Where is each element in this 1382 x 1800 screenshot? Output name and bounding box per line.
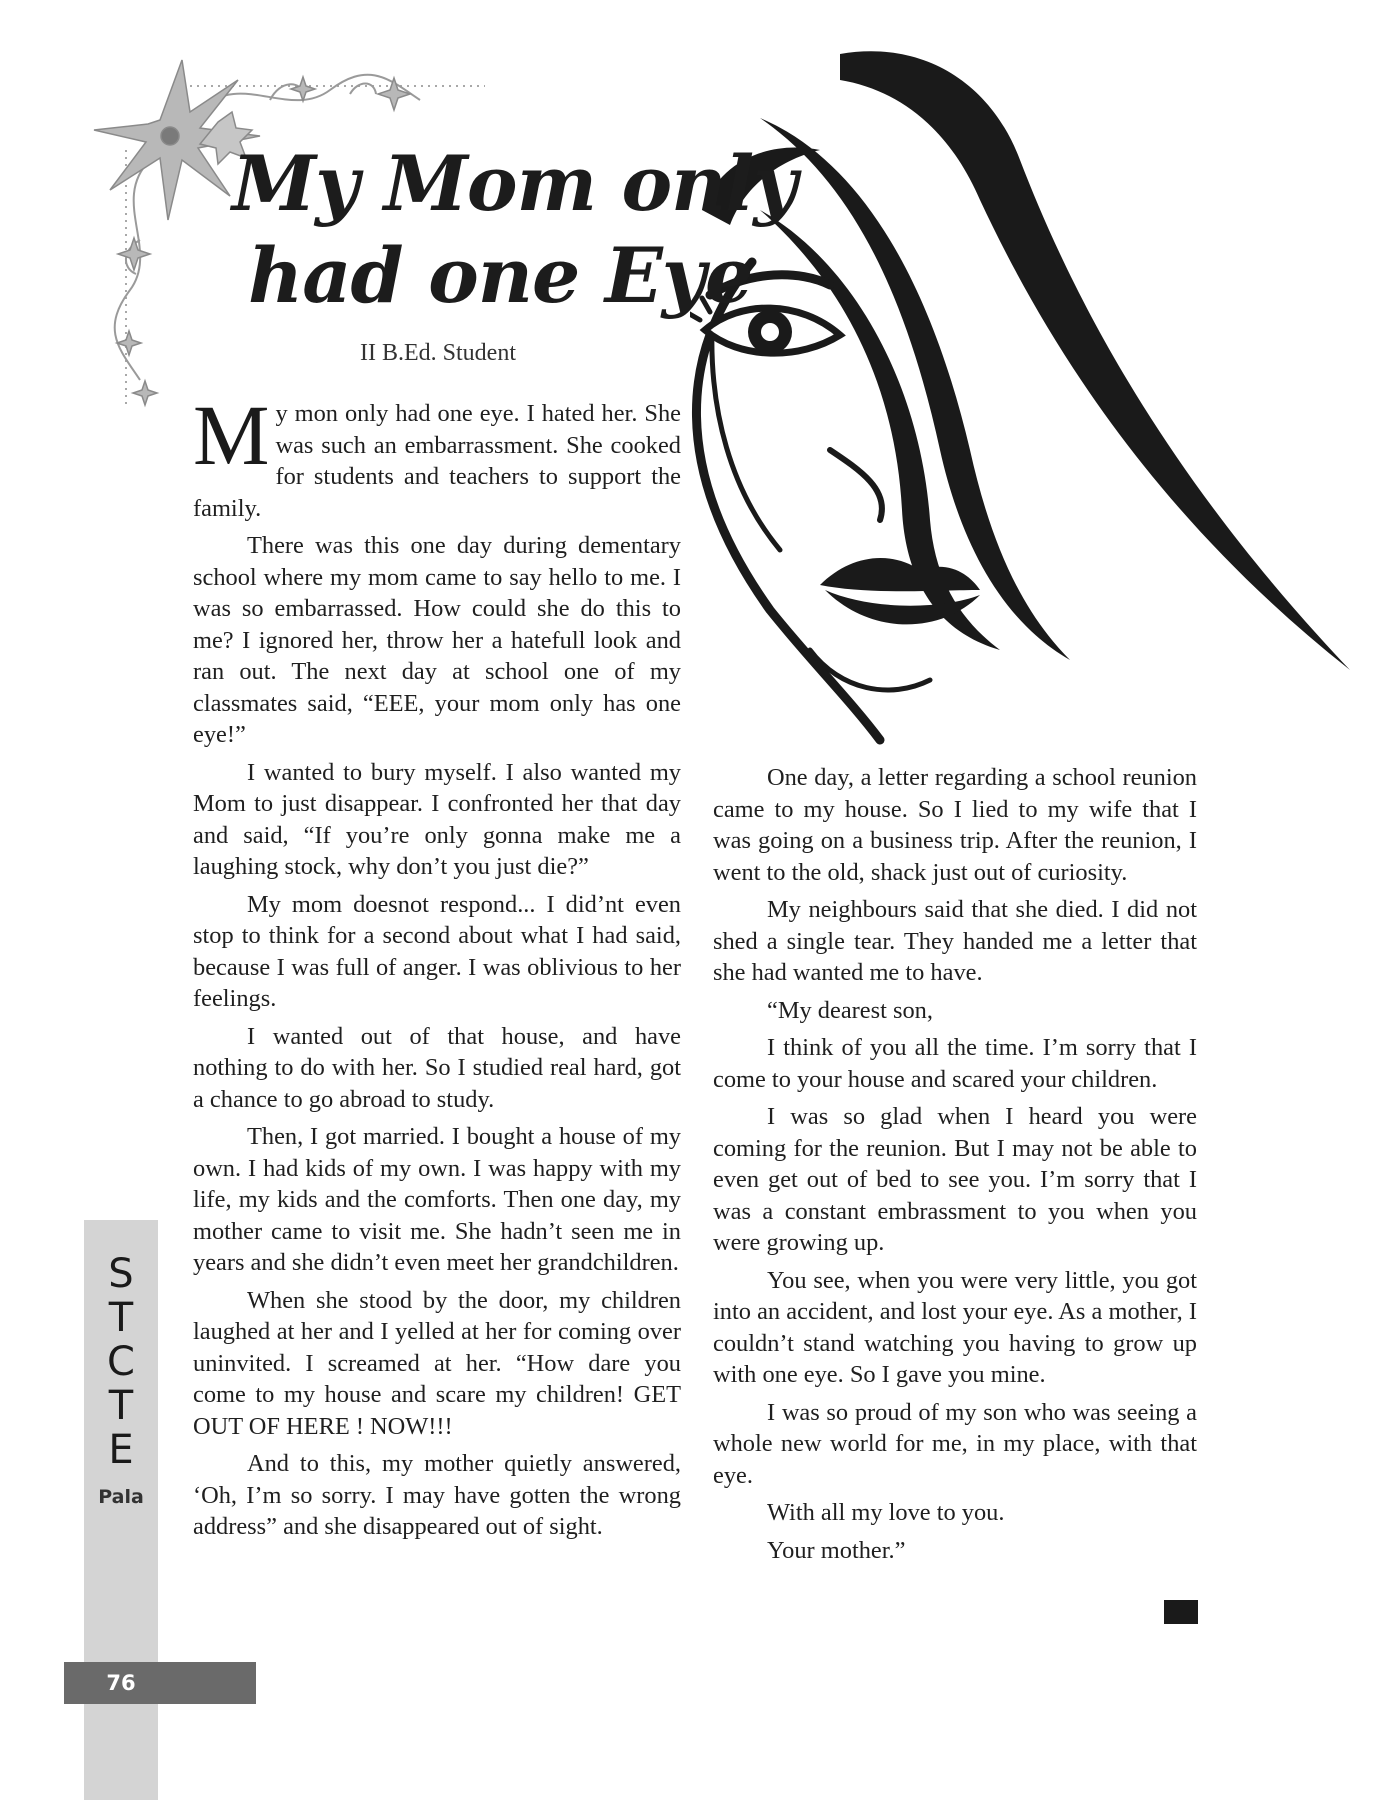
paragraph: I think of you all the time. I’m sorry that I come to your house and scared your children. (713, 1034, 1197, 1093)
paragraph: You see, when you were very little, you got into an accident, and lost your eye. As a mother, I couldn’t stand watching you having to grow up with one eye. So I gave you mine. (713, 1266, 1197, 1388)
paragraph: One day, a letter regarding a school reunion came to my house. So I lied to my wife that I was going on a business trip. After the reunion, I went to the old, shack just out of curiosity. (713, 764, 1197, 886)
sidebar-letter: T (108, 1383, 134, 1429)
page-number: 76 (106, 1671, 136, 1695)
sidebar-letter: E (108, 1427, 134, 1473)
paragraph: When she stood by the door, my children laughed at her and I yelled at her for coming over uninvited. I screamed at her. “How dare you come to my house and scare my children! GET OUT OF HERE ! NOW!!! (193, 1286, 681, 1440)
paragraph: I was so glad when I heard you were coming for the reunion. But I may not be able to even get out of bed to see you. I’m sorry that I was a constant embrassment to you when you were growing up. (713, 1103, 1197, 1256)
title-line-1: My Mom only (232, 139, 797, 228)
paragraph: Then, I got married. I bought a house of my own. I had kids of my own. I was happy with my life, my kids and the comforts. Then one day, my mother came to visit me. She hadn’t seen me in years and she didn’t even meet her grandchildren. (193, 1123, 681, 1276)
paragraph: I wanted to bury myself. I also wanted my Mom to just disappear. I confronted her that day and said, “If you’re only gonna make me a laughing stock, why don’t you just die?” (193, 758, 681, 880)
article-title (232, 138, 796, 322)
end-of-article-mark (1164, 1600, 1198, 1624)
paragraph: I was so proud of my son who was seeing a whole new world for me, in my place, with that eye. (713, 1398, 1197, 1489)
paragraph: My neighbours said that she died. I did not shed a single tear. They handed me a letter that she had wanted me to have. (713, 896, 1197, 986)
sidebar-letter: C (107, 1339, 135, 1385)
sidebar-subtitle: Pala (98, 1486, 144, 1508)
sidebar-letter: T (108, 1295, 134, 1341)
right-column (713, 762, 1197, 1572)
paragraph: My mom doesnot respond... I did’nt even stop to think for a second about what I had said, because I was full of anger. I was oblivious to her feelings. (193, 890, 681, 1012)
paragraph: And to this, my mother quietly answered, ‘Oh, I’m so sorry. I may have gotten the wrong address” and she disappeared out of sight. (193, 1450, 681, 1540)
left-column (193, 387, 681, 1549)
paragraph: I wanted out of that house, and have nothing to do with her. So I studied real hard, got a chance to go abroad to study. (193, 1022, 681, 1113)
first-paragraph-text: y mon only had one eye. I hated her. She was such an embarrassment. She cooked for students and teachers to support the family. (193, 400, 681, 522)
letter-closing: With all my love to you. (767, 1499, 1005, 1526)
author-byline: II B.Ed. Student (360, 340, 516, 366)
sidebar-institution (84, 1252, 158, 1472)
first-paragraph (193, 387, 681, 524)
letter-signature: Your mother.” (767, 1536, 906, 1564)
sidebar-letter: S (108, 1251, 134, 1297)
letter-salutation: “My dearest son, (767, 996, 933, 1024)
title-line-2: had one Eye (248, 231, 753, 320)
drop-cap: M (193, 387, 270, 483)
paragraph: There was this one day during dementary school where my mom came to say hello to me. I was so embarrassed. How could she do this to me? I ignored her, throw her a hatefull look and ran out. The next day at school one of my classmates said, “EEE, your mom only has one eye!” (193, 532, 681, 748)
